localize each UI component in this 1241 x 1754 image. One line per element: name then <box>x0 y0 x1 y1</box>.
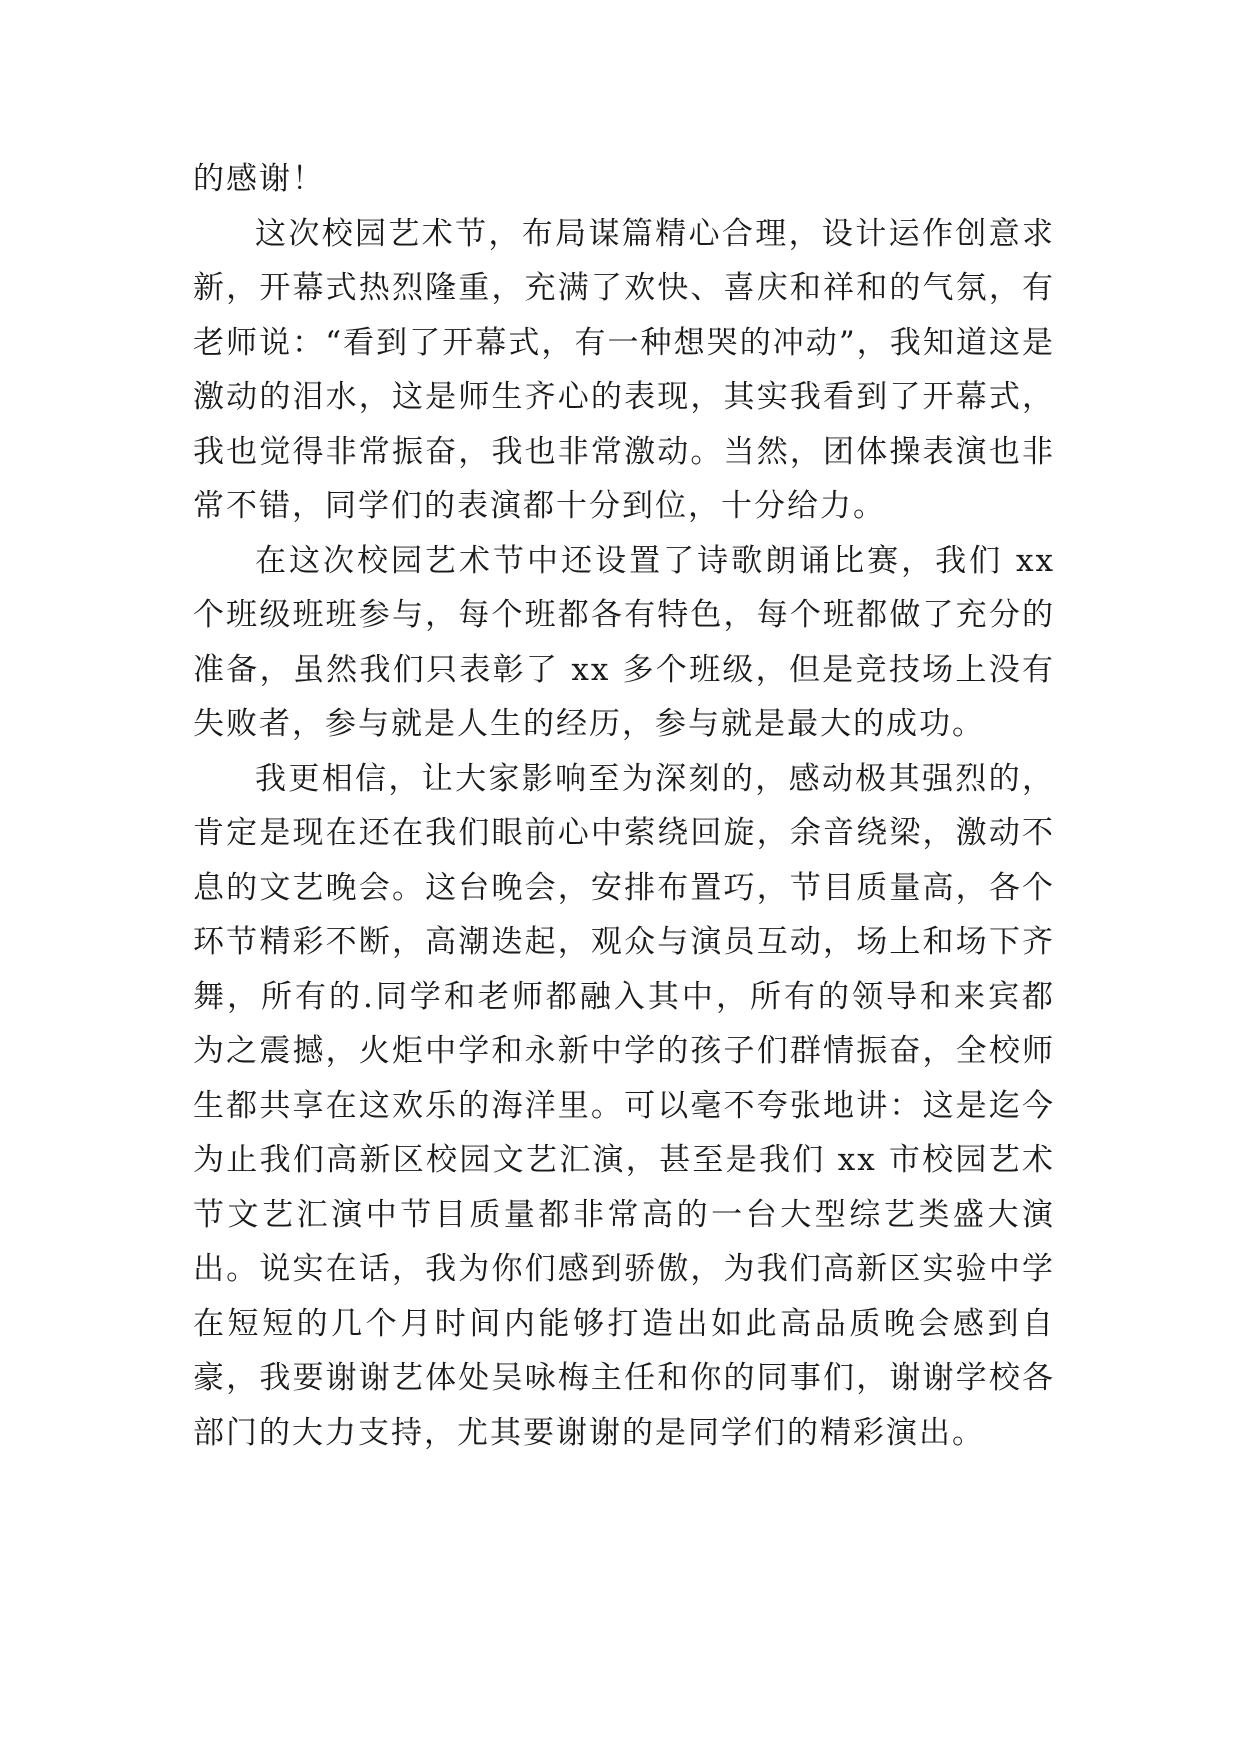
paragraph-evening-gala: 我更相信，让大家影响至为深刻的，感动极其强烈的，肯定是现在还在我们眼前心中萦绕回旋，余音绕梁，激动不息的文艺晚会。这台晚会，安排布置巧，节目质量高，各个环节精彩不断，高潮迭起，观众与演员互动，场上和场下齐舞，所有的.同学和老师都融入其中，所有的领导和来宾都为之震撼，火炬中学和永新中学的孩子们群情振奋，全校师生都共享在这欢乐的海洋里。可以毫不夸张地讲：这是迄今为止我们高新区校园文艺汇演，甚至是我们 xx 市校园艺术节文艺汇演中节目质量都非常高的一台大型综艺类盛大演出。说实在话，我为你们感到骄傲，为我们高新区实验中学在短短的几个月时间内能够打造出如此高品质晚会感到自豪，我要谢谢艺体处吴咏梅主任和你的同事们，谢谢学校各部门的大力支持，尤其要谢谢的是同学们的精彩演出。 <box>193 760 1055 1451</box>
paragraph-poetry-contest: 在这次校园艺术节中还设置了诗歌朗诵比赛，我们 xx 个班级班班参与，每个班都各有特色，每个班都做了充分的准备，虽然我们只表彰了 xx 多个班级，但是竞技场上没有失败者，参与就是人生的经历，参与就是最大的成功。 <box>193 542 1055 742</box>
paragraph-closing-thanks: 的感谢！ <box>193 161 325 197</box>
paragraph-art-festival: 这次校园艺术节，布局谋篇精心合理，设计运作创意求新，开幕式热烈隆重，充满了欢快、喜庆和祥和的气氛，有老师说：“看到了开幕式，有一种想哭的冲动”，我知道这是激动的泪水，这是师生齐心的表现，其实我看到了开幕式，我也觉得非常振奋，我也非常激动。当然，团体操表演也非常不错，同学们的表演都十分到位，十分给力。 <box>193 215 1055 524</box>
document-body <box>193 152 1055 1460</box>
